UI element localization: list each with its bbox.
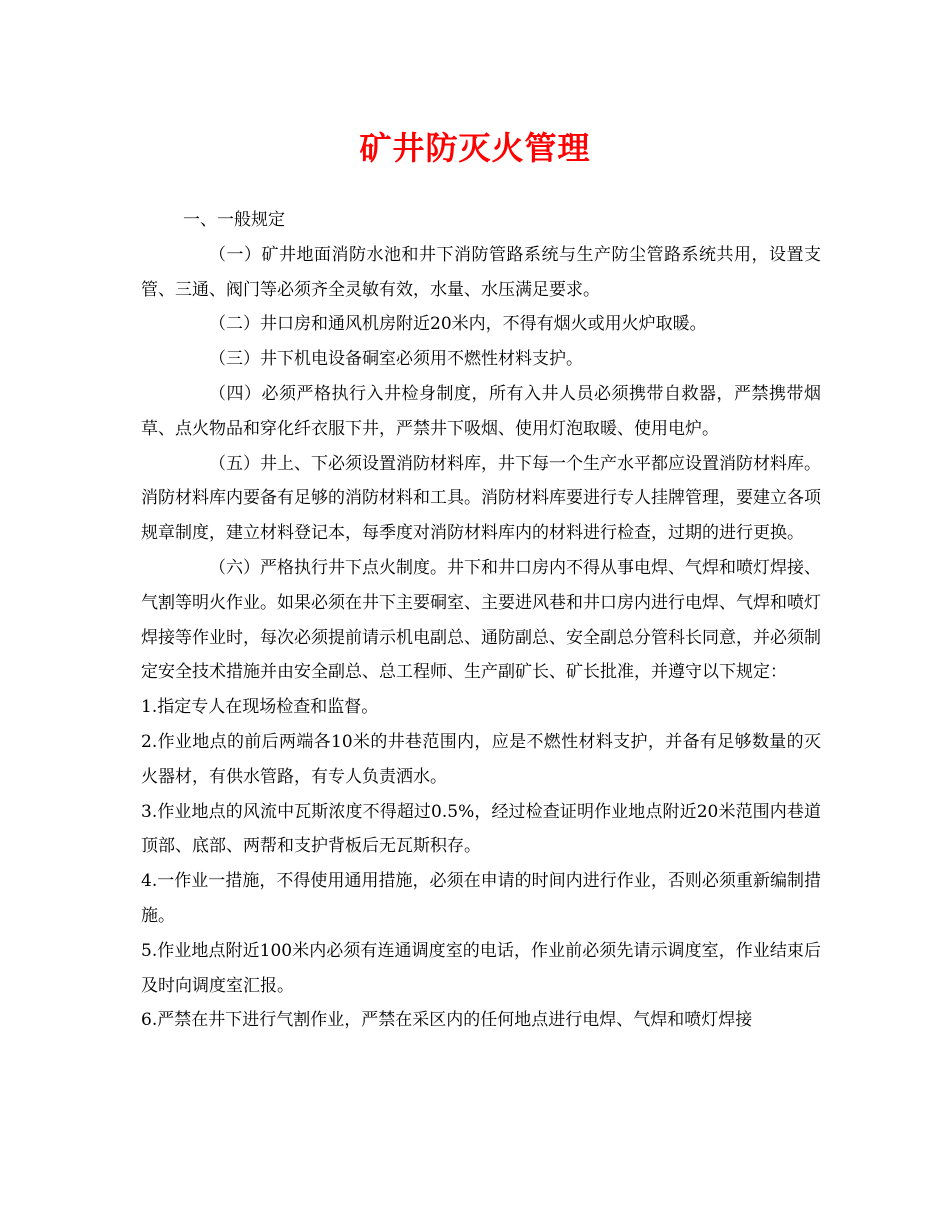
document-title: 矿井防灭火管理 (359, 129, 591, 167)
document-body (141, 203, 821, 1038)
list-item-6: 6.严禁在井下进行气割作业，严禁在采区内的任何地点进行电焊、气焊和喷灯焊接 (141, 1010, 753, 1031)
list-item-1: 1.指定专人在现场检查和监督。 (141, 697, 379, 718)
paragraph-1: （一）矿井地面消防水池和井下消防管路系统与生产防尘管路系统共用，设置支管、三通、阀门等必须齐全灵敏有效，水量、水压满足要求。 (141, 244, 821, 300)
paragraph-6: （六）严格执行井下点火制度。井下和井口房内不得从事电焊、气焊和喷灯焊接、气割等明火作业。如果必须在井下主要硐室、主要进风巷和井口房内进行电焊、气焊和喷灯焊接等作业时，每次必须提前请示机电副总、通防副总、安全副总分管科长同意，并必须制定安全技术措施并由安全副总、总工程师、生产副矿长、矿长批准，并遵守以下规定： (141, 557, 821, 683)
paragraph-2: （二）井口房和通风机房附近20米内，不得有烟火或用火炉取暖。 (209, 314, 707, 335)
list-item-4: 4.一作业一措施，不得使用通用措施，必须在申请的时间内进行作业，否则必须重新编制措施。 (141, 871, 821, 926)
paragraph-3: （三）井下机电设备硐室必须用不燃性材料支护。 (209, 349, 583, 370)
list-item-5: 5.作业地点附近100米内必须有连通调度室的电话，作业前必须先请示调度室，作业结束后及时向调度室汇报。 (141, 940, 821, 996)
section-heading: 一、一般规定 (183, 210, 285, 230)
list-item-2: 2.作业地点的前后两端各10米的井巷范围内，应是不燃性材料支护，并备有足够数量的灭火器材，有供水管路，有专人负责洒水。 (141, 731, 821, 787)
list-item-3: 3.作业地点的风流中瓦斯浓度不得超过0.5%，经过检查证明作业地点附近20米范围内巷道顶部、底部、两帮和支护背板后无瓦斯积存。 (141, 801, 821, 857)
paragraph-5: （五）井上、下必须设置消防材料库，井下每一个生产水平都应设置消防材料库。消防材料库内要备有足够的消防材料和工具。消防材料库要进行专人挂牌管理，要建立各项规章制度，建立材料登记本，每季度对消防材料库内的材料进行检查，过期的进行更换。 (141, 453, 821, 544)
paragraph-4: （四）必须严格执行入井检身制度，所有入井人员必须携带自救器，严禁携带烟草、点火物品和穿化纤衣服下井，严禁井下吸烟、使用灯泡取暖、使用电炉。 (141, 383, 821, 439)
